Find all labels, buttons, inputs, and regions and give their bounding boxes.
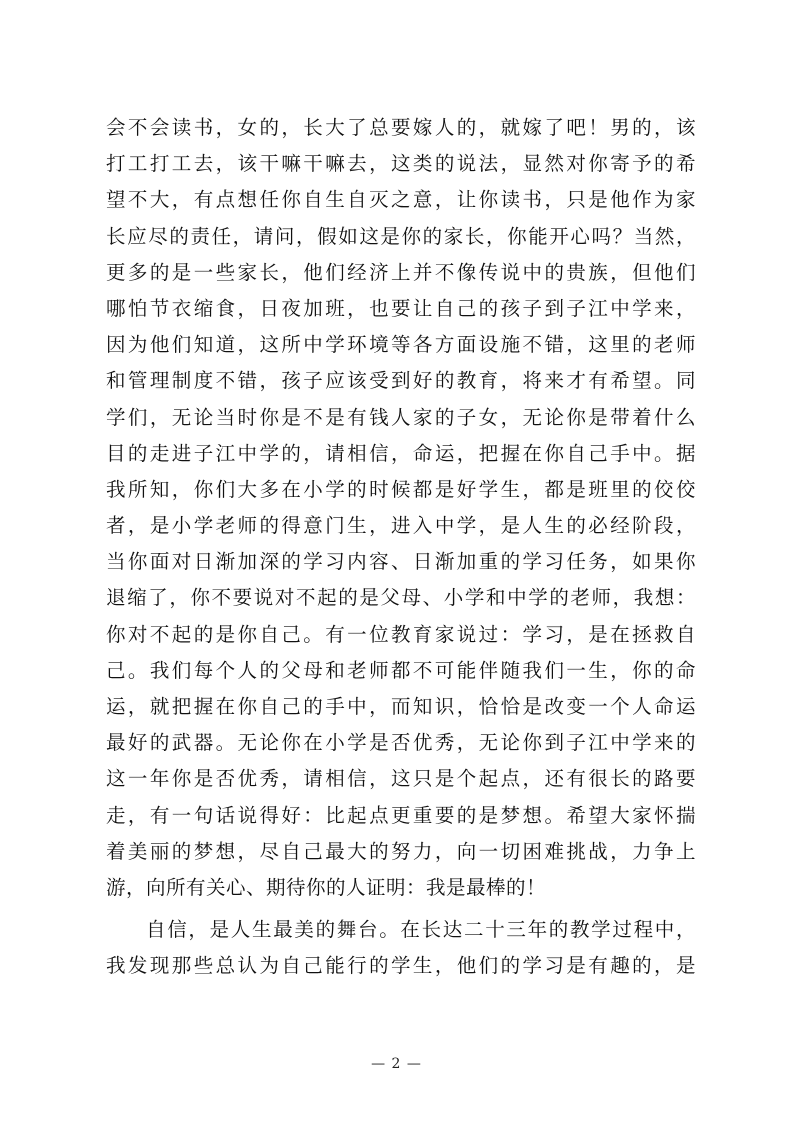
text-line: 这一年你是否优秀，请相信，这只是个起点，还有很长的路要 <box>106 767 696 791</box>
text-line: 当你面对日渐加深的学习内容、日渐加重的学习任务，如果你 <box>106 550 696 574</box>
text-line: 打工打工去，该干嘛干嘛去，这类的说法，显然对你寄予的希 <box>106 152 696 176</box>
text-line: 最好的武器。无论你在小学是否优秀，无论你到子江中学来的 <box>106 731 696 755</box>
text-line: 运，就把握在你自己的手中，而知识，恰恰是改变一个人命运 <box>106 695 696 718</box>
text-line: 长应尽的责任，请问，假如这是你的家长，你能开心吗？当然， <box>106 224 696 248</box>
text-line: 学们，无论当时你是不是有钱人家的子女，无论你是带着什么 <box>106 405 696 429</box>
text-line: 因为他们知道，这所中学环境等各方面设施不错，这里的老师 <box>106 333 696 357</box>
text-line: 你对不起的是你自己。有一位教育家说过：学习，是在拯救自 <box>106 622 696 646</box>
text-line: 和管理制度不错，孩子应该受到好的教育，将来才有希望。同 <box>106 369 696 393</box>
text-line: 退缩了，你不要说对不起的是父母、小学和中学的老师，我想： <box>106 586 696 610</box>
text-line: 自信，是人生最美的舞台。在长达二十三年的教学过程中， <box>146 918 696 942</box>
text-line: 着美丽的梦想，尽自己最大的努力，向一切困难挑战，力争上 <box>106 839 696 863</box>
text-line: 我所知，你们大多在小学的时候都是好学生，都是班里的佼佼 <box>106 477 696 501</box>
text-line: 更多的是一些家长，他们经济上并不像传说中的贵族，但他们 <box>106 260 696 284</box>
text-line: 者，是小学老师的得意门生，进入中学，是人生的必经阶段， <box>106 514 696 538</box>
text-line: 哪怕节衣缩食，日夜加班，也要让自己的孩子到子江中学来， <box>106 296 696 320</box>
text-line: 走，有一句话说得好：比起点更重要的是梦想。希望大家怀揣 <box>106 803 696 827</box>
paragraph-2 <box>106 912 696 984</box>
paragraph-1 <box>106 110 696 906</box>
text-line: 我发现那些总认为自己能行的学生，他们的学习是有趣的，是 <box>106 954 696 978</box>
page-number: — 2 — <box>371 1056 422 1072</box>
text-line: 目的走进子江中学的，请相信，命运，把握在你自己手中。据 <box>106 441 696 465</box>
text-line: 会不会读书，女的，长大了总要嫁人的，就嫁了吧！男的，该 <box>106 116 696 139</box>
body-text <box>106 110 696 985</box>
text-line: 游，向所有关心、期待你的人证明：我是最棒的！ <box>106 875 547 899</box>
text-line: 望不大，有点想任你自生自灭之意，让你读书，只是他作为家 <box>106 188 696 212</box>
text-line: 己。我们每个人的父母和老师都不可能伴随我们一生，你的命 <box>106 658 696 682</box>
